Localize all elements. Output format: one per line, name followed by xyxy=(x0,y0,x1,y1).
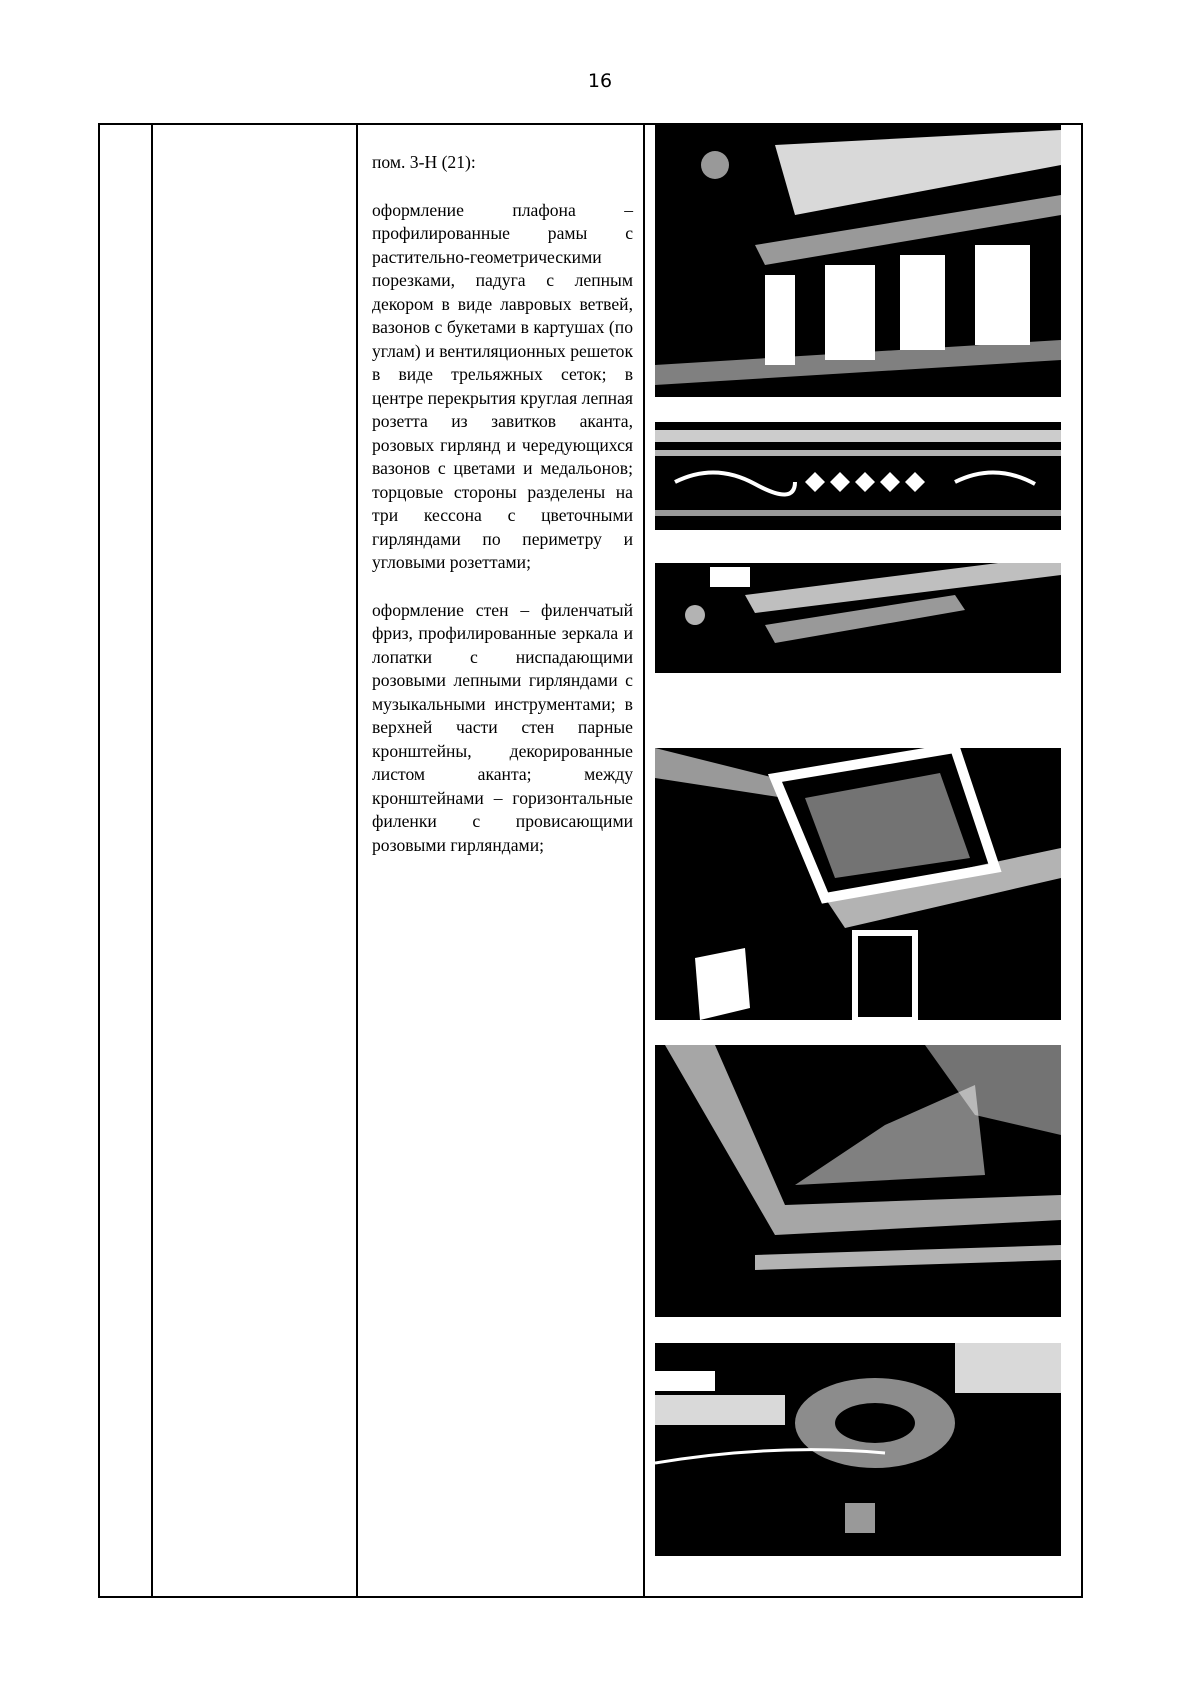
walls-paragraph: оформление стен – филенчатый фриз, профилированные зеркала и лопатки с ниспадающими розовыми лепными гирляндами с музыкальными инструментами; в верхней части стен парные кронштейны, декорированные листом аканта; между кронштейнами – горизонтальные филенки с провисающими розовыми гирляндами; xyxy=(372,599,633,855)
photo-cell xyxy=(644,124,1082,1597)
photo-room-interior xyxy=(655,125,1061,397)
photo-column xyxy=(645,125,1081,1596)
room-heading: пом. 3-Н (21): xyxy=(372,152,476,172)
photo-ceiling-corner xyxy=(655,1045,1061,1317)
object-table xyxy=(98,123,1083,1598)
name-cell xyxy=(152,124,357,1597)
plafond-paragraph: оформление плафона – профилированные рамы с растительно-геометрическими порезками, падуга с лепным декором в виде лавровых ветвей, вазонов с букетами в картушах (по углам) и вентиляционных решеток в виде трельяжных сеток; в центре перекрытия круглая лепная розетта из завитков аканта, розовых гирлянд и чередующихся вазонов с цветами и медальонов; торцовые стороны разделены на три кессона с цветочными гирляндами по периметру и угловыми розеттами; xyxy=(372,199,633,572)
description-cell xyxy=(357,124,644,1597)
photo-ceiling-caisson xyxy=(655,748,1061,1020)
photo-ceiling-profile xyxy=(655,555,1061,673)
description-text xyxy=(358,125,643,857)
table-row xyxy=(99,124,1082,1597)
number-cell xyxy=(99,124,152,1597)
photo-cove-ornament xyxy=(655,422,1061,530)
page-number: 16 xyxy=(587,70,613,92)
photo-ceiling-rosette xyxy=(655,1343,1061,1556)
